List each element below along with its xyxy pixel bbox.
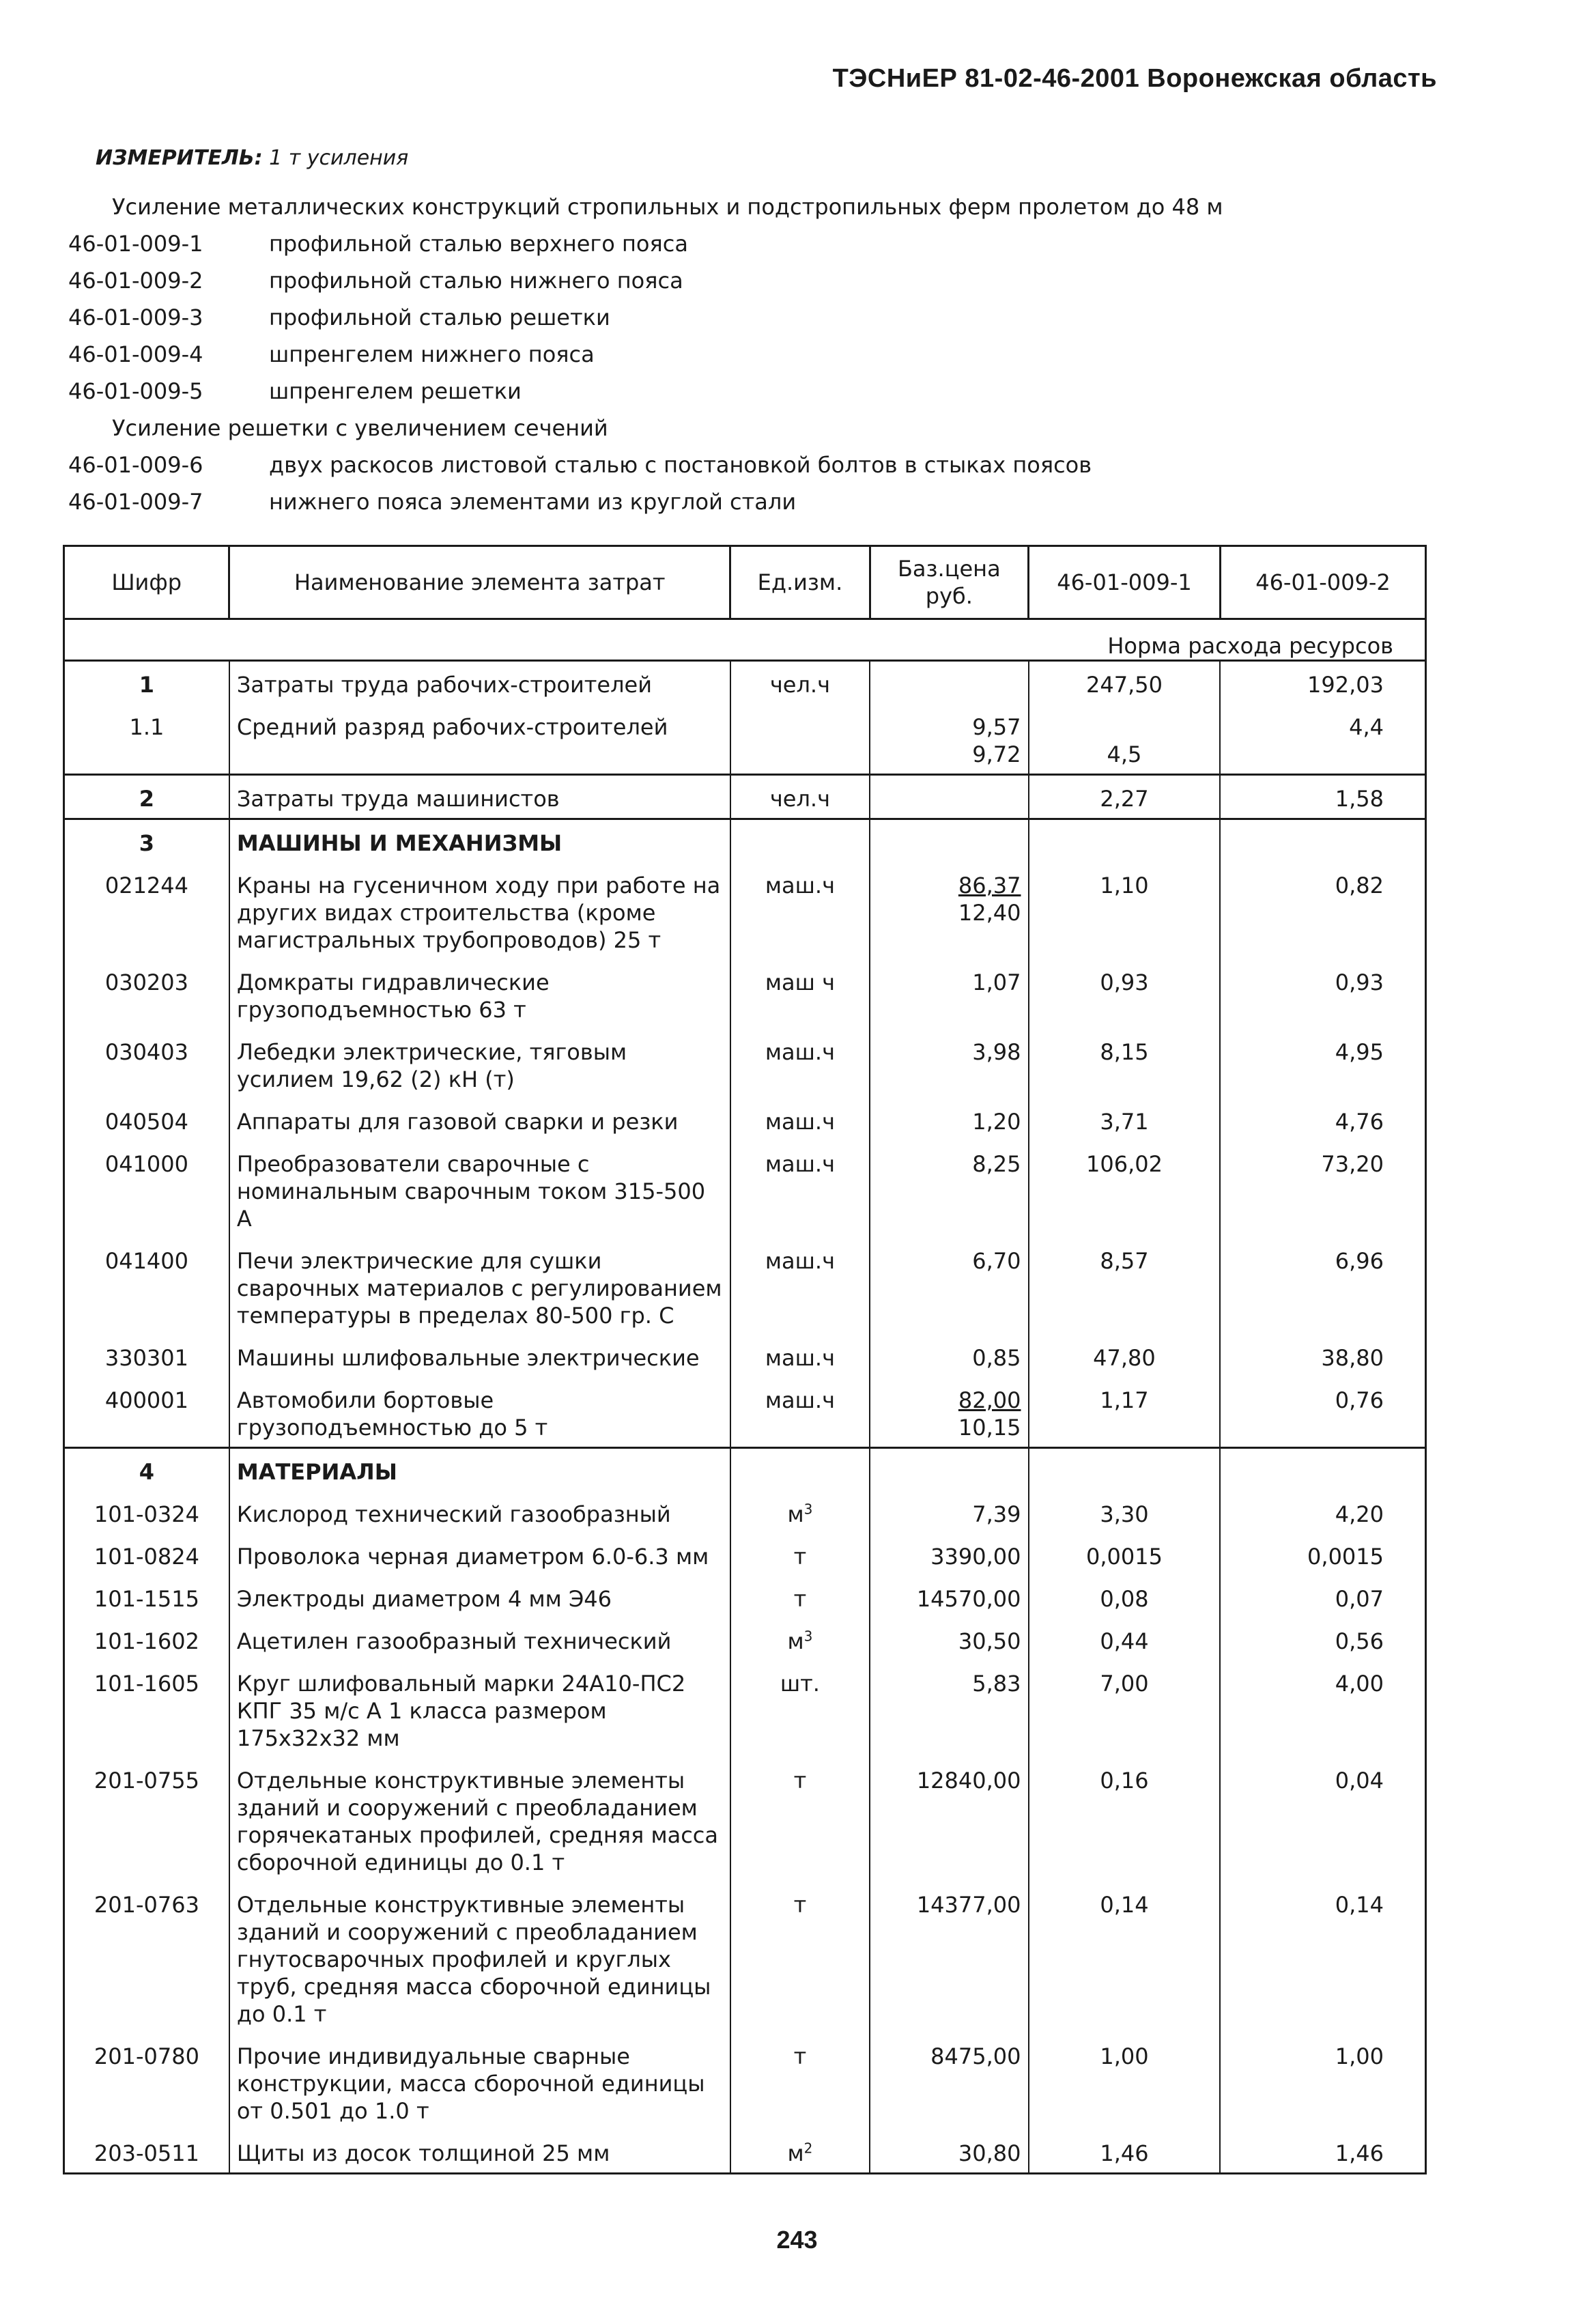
intro-item-text: шпренгелем нижнего пояса xyxy=(269,341,595,367)
header-price-line1: Баз.цена xyxy=(897,556,1001,582)
cell-code xyxy=(64,741,229,775)
cell-value-1: 4,5 xyxy=(1029,741,1221,775)
cell-unit: т xyxy=(730,1757,870,1882)
table-row xyxy=(64,1335,1426,1377)
table-row xyxy=(64,1491,1426,1533)
measure-line xyxy=(96,146,408,170)
header-price xyxy=(870,546,1028,619)
table-row xyxy=(64,1448,1426,1492)
table-row xyxy=(64,704,1426,741)
cell-value-2: 4,76 xyxy=(1220,1099,1425,1141)
cell-name: Отдельные конструктивные элементы зданий и сооружений с преобладанием гнутосварочных профилей и круглых труб, средняя масса сборочной единицы до 0.1 т xyxy=(229,1882,730,2033)
cell-value-1: 3,71 xyxy=(1029,1099,1221,1141)
cell-value-2 xyxy=(1220,819,1425,863)
unit-base: м xyxy=(787,1501,804,1527)
cell-value-2: 1,00 xyxy=(1220,2033,1425,2130)
table-row xyxy=(64,1882,1426,2033)
cell-price: 9,57 xyxy=(870,704,1028,741)
cell-price xyxy=(870,1377,1028,1448)
intro-item-text: профильной сталью верхнего пояса xyxy=(269,231,688,257)
cell-name: Средний разряд рабочих-строителей xyxy=(229,704,730,741)
cell-value-2: 0,0015 xyxy=(1220,1533,1425,1576)
cell-price: 3,98 xyxy=(870,1029,1028,1099)
cell-price xyxy=(870,862,1028,959)
cell-code: 201-0780 xyxy=(64,2033,229,2130)
price-machinist: 12,40 xyxy=(958,900,1021,926)
cell-name: Проволока черная диаметром 6.0-6.3 мм xyxy=(229,1533,730,1576)
cell-unit xyxy=(730,1491,870,1533)
table-row xyxy=(64,1533,1426,1576)
document-title: ТЭСНиЕР 81-02-46-2001 Воронежская область xyxy=(832,64,1437,93)
cell-unit xyxy=(730,1618,870,1660)
table-row xyxy=(64,1618,1426,1660)
cell-price: 3390,00 xyxy=(870,1533,1028,1576)
cell-unit: маш.ч xyxy=(730,1099,870,1141)
cell-value-2 xyxy=(1220,1448,1425,1492)
intro-item-text: шпренгелем решетки xyxy=(269,378,522,404)
cell-unit: шт. xyxy=(730,1660,870,1757)
intro-group-2: Усиление решетки с увеличением сечений xyxy=(112,415,608,441)
cell-price xyxy=(870,1448,1028,1492)
header-col-1: 46-01-009-1 xyxy=(1029,546,1221,619)
cell-unit xyxy=(730,2130,870,2174)
intro-item-text: нижнего пояса элементами из круглой стали xyxy=(269,489,797,515)
cell-code: 030403 xyxy=(64,1029,229,1099)
cell-price: 5,83 xyxy=(870,1660,1028,1757)
cell-value-2: 0,76 xyxy=(1220,1377,1425,1448)
cell-price: 30,80 xyxy=(870,2130,1028,2174)
intro-item-code: 46-01-009-6 xyxy=(68,452,203,478)
cell-code: 2 xyxy=(64,775,229,819)
cell-value-1: 1,00 xyxy=(1029,2033,1221,2130)
cell-unit: маш.ч xyxy=(730,862,870,959)
cell-code: 101-1515 xyxy=(64,1576,229,1618)
cell-unit: маш.ч xyxy=(730,1335,870,1377)
cell-value-2: 4,4 xyxy=(1220,704,1425,741)
header-name: Наименование элемента затрат xyxy=(229,546,730,619)
cell-value-2: 6,96 xyxy=(1220,1238,1425,1335)
cell-value-2: 192,03 xyxy=(1220,661,1425,705)
cell-name: Ацетилен газообразный технический xyxy=(229,1618,730,1660)
cell-code: 101-0824 xyxy=(64,1533,229,1576)
cell-value-1: 1,46 xyxy=(1029,2130,1221,2174)
measure-value: 1 т усиления xyxy=(269,146,409,170)
table-row xyxy=(64,661,1426,705)
cell-value-2: 0,82 xyxy=(1220,862,1425,959)
unit-base: м xyxy=(787,2140,804,2166)
cell-unit: маш.ч xyxy=(730,1029,870,1099)
cell-code: 1.1 xyxy=(64,704,229,741)
cell-value-2: 4,00 xyxy=(1220,1660,1425,1757)
page-number: 243 xyxy=(776,2226,818,2254)
table-row xyxy=(64,775,1426,819)
cell-code: 1 xyxy=(64,661,229,705)
cell-price: 0,85 xyxy=(870,1335,1028,1377)
intro-item xyxy=(68,225,1223,262)
cell-code: 4 xyxy=(64,1448,229,1492)
table-header-row xyxy=(64,546,1426,619)
cell-unit xyxy=(730,819,870,863)
intro-item-code: 46-01-009-5 xyxy=(68,378,203,404)
cell-code: 400001 xyxy=(64,1377,229,1448)
table-row xyxy=(64,862,1426,959)
cell-name: Электроды диаметром 4 мм Э46 xyxy=(229,1576,730,1618)
norm-label: Норма расхода ресурсов xyxy=(64,619,1426,661)
table-row xyxy=(64,1029,1426,1099)
cell-value-1 xyxy=(1029,704,1221,741)
cell-value-1: 0,16 xyxy=(1029,1757,1221,1882)
table-row xyxy=(64,2033,1426,2130)
cell-name: Кислород технический газообразный xyxy=(229,1491,730,1533)
cell-value-1: 0,14 xyxy=(1029,1882,1221,2033)
cell-code: 040504 xyxy=(64,1099,229,1141)
cell-value-1: 0,0015 xyxy=(1029,1533,1221,1576)
cell-value-2 xyxy=(1220,741,1425,775)
cell-value-2: 0,93 xyxy=(1220,959,1425,1029)
cell-code: 203-0511 xyxy=(64,2130,229,2174)
table-row xyxy=(64,741,1426,775)
table-row xyxy=(64,2130,1426,2174)
intro-item xyxy=(68,299,1223,336)
cell-name: МАТЕРИАЛЫ xyxy=(229,1448,730,1492)
cell-value-2: 1,46 xyxy=(1220,2130,1425,2174)
intro-item xyxy=(68,336,1223,373)
cell-value-1: 47,80 xyxy=(1029,1335,1221,1377)
table-row xyxy=(64,1377,1426,1448)
cell-unit xyxy=(730,704,870,741)
intro-item xyxy=(68,373,1223,410)
intro-item xyxy=(68,447,1223,483)
cell-value-2: 4,95 xyxy=(1220,1029,1425,1099)
cell-price: 9,72 xyxy=(870,741,1028,775)
cell-price: 6,70 xyxy=(870,1238,1028,1335)
cell-price: 8475,00 xyxy=(870,2033,1028,2130)
cell-price: 30,50 xyxy=(870,1618,1028,1660)
cell-name: Лебедки электрические, тяговым усилием 19,62 (2) кН (т) xyxy=(229,1029,730,1099)
cell-unit: маш ч xyxy=(730,959,870,1029)
cell-name: МАШИНЫ И МЕХАНИЗМЫ xyxy=(229,819,730,863)
cell-value-1: 8,57 xyxy=(1029,1238,1221,1335)
cell-name: Прочие индивидуальные сварные конструкции, масса сборочной единицы от 0.501 до 1.0 т xyxy=(229,2033,730,2130)
cell-price xyxy=(870,819,1028,863)
cell-code: 101-0324 xyxy=(64,1491,229,1533)
price-machinist: 10,15 xyxy=(958,1415,1021,1441)
intro-item-code: 46-01-009-2 xyxy=(68,268,203,294)
intro-item xyxy=(68,262,1223,299)
resource-table xyxy=(63,545,1427,2174)
cell-code: 101-1605 xyxy=(64,1660,229,1757)
table-row xyxy=(64,959,1426,1029)
intro-item xyxy=(68,483,1223,520)
cell-value-2: 73,20 xyxy=(1220,1141,1425,1238)
cell-code: 041000 xyxy=(64,1141,229,1238)
unit-base: м xyxy=(787,1628,804,1654)
cell-unit: маш.ч xyxy=(730,1141,870,1238)
cell-price: 12840,00 xyxy=(870,1757,1028,1882)
cell-code: 041400 xyxy=(64,1238,229,1335)
measure-label: ИЗМЕРИТЕЛЬ: xyxy=(96,146,263,170)
table-row xyxy=(64,1576,1426,1618)
cell-value-2: 0,07 xyxy=(1220,1576,1425,1618)
intro-list xyxy=(68,188,1223,520)
cell-name: Краны на гусеничном ходу при работе на других видах строительства (кроме магистральных трубопроводов) 25 т xyxy=(229,862,730,959)
cell-name: Аппараты для газовой сварки и резки xyxy=(229,1099,730,1141)
header-price-line2: руб. xyxy=(925,583,973,609)
cell-name: Затраты труда рабочих-строителей xyxy=(229,661,730,705)
cell-price: 14377,00 xyxy=(870,1882,1028,2033)
unit-exponent: 3 xyxy=(803,1501,813,1518)
cell-price: 14570,00 xyxy=(870,1576,1028,1618)
cell-unit: т xyxy=(730,1533,870,1576)
cell-name: Щиты из досок толщиной 25 мм xyxy=(229,2130,730,2174)
cell-unit xyxy=(730,741,870,775)
table-row xyxy=(64,1660,1426,1757)
cell-value-1: 8,15 xyxy=(1029,1029,1221,1099)
cell-name: Печи электрические для сушки сварочных материалов с регулированием температуры в пределах 80-500 гр. С xyxy=(229,1238,730,1335)
table-row xyxy=(64,1099,1426,1141)
cell-name: Затраты труда машинистов xyxy=(229,775,730,819)
cell-name: Автомобили бортовые грузоподъемностью до 5 т xyxy=(229,1377,730,1448)
header-col-2: 46-01-009-2 xyxy=(1220,546,1425,619)
cell-code: 3 xyxy=(64,819,229,863)
cell-value-2: 0,04 xyxy=(1220,1757,1425,1882)
intro-item-text: профильной сталью нижнего пояса xyxy=(269,268,683,294)
header-cipher: Шифр xyxy=(64,546,229,619)
cell-value-1: 0,44 xyxy=(1029,1618,1221,1660)
cell-value-1: 106,02 xyxy=(1029,1141,1221,1238)
cell-value-1: 0,93 xyxy=(1029,959,1221,1029)
cell-code: 101-1602 xyxy=(64,1618,229,1660)
cell-unit xyxy=(730,1448,870,1492)
cell-price: 1,07 xyxy=(870,959,1028,1029)
cell-value-1: 3,30 xyxy=(1029,1491,1221,1533)
intro-item-code: 46-01-009-4 xyxy=(68,341,203,367)
cell-price xyxy=(870,661,1028,705)
intro-item-code: 46-01-009-7 xyxy=(68,489,203,515)
unit-exponent: 3 xyxy=(803,1628,813,1645)
cell-value-2: 38,80 xyxy=(1220,1335,1425,1377)
cell-value-2: 4,20 xyxy=(1220,1491,1425,1533)
cell-price: 7,39 xyxy=(870,1491,1028,1533)
cell-name: Домкраты гидравлические грузоподъемностью 63 т xyxy=(229,959,730,1029)
cell-name: Отдельные конструктивные элементы зданий и сооружений с преобладанием горячекатаных профилей, средняя масса сборочной единицы до 0.1 т xyxy=(229,1757,730,1882)
table-row xyxy=(64,1141,1426,1238)
cell-value-2: 1,58 xyxy=(1220,775,1425,819)
intro-item-text: двух раскосов листовой сталью с постановкой болтов в стыках поясов xyxy=(269,452,1092,478)
table-body xyxy=(64,619,1426,2174)
cell-unit: чел.ч xyxy=(730,661,870,705)
header-unit: Ед.изм. xyxy=(730,546,870,619)
cell-name xyxy=(229,741,730,775)
cell-price xyxy=(870,775,1028,819)
cell-unit: т xyxy=(730,1882,870,2033)
cell-value-1: 0,08 xyxy=(1029,1576,1221,1618)
cell-value-2: 0,14 xyxy=(1220,1882,1425,2033)
table-row xyxy=(64,1757,1426,1882)
intro-item-text: профильной сталью решетки xyxy=(269,304,610,330)
cell-value-1 xyxy=(1029,1448,1221,1492)
intro-item-code: 46-01-009-1 xyxy=(68,231,203,257)
cell-price: 1,20 xyxy=(870,1099,1028,1141)
cell-unit: т xyxy=(730,2033,870,2130)
cell-code: 330301 xyxy=(64,1335,229,1377)
table-row xyxy=(64,819,1426,863)
cell-value-1: 1,10 xyxy=(1029,862,1221,959)
norm-row xyxy=(64,619,1426,661)
cell-value-1 xyxy=(1029,819,1221,863)
cell-code: 201-0763 xyxy=(64,1882,229,2033)
cell-unit: маш.ч xyxy=(730,1377,870,1448)
cell-value-1: 7,00 xyxy=(1029,1660,1221,1757)
cell-name: Машины шлифовальные электрические xyxy=(229,1335,730,1377)
cell-unit: чел.ч xyxy=(730,775,870,819)
cell-code: 030203 xyxy=(64,959,229,1029)
cell-code: 201-0755 xyxy=(64,1757,229,1882)
table-row xyxy=(64,1238,1426,1335)
unit-exponent: 2 xyxy=(803,2140,813,2157)
cell-code: 021244 xyxy=(64,862,229,959)
cell-unit: т xyxy=(730,1576,870,1618)
price-main: 86,37 xyxy=(958,873,1021,898)
price-main: 82,00 xyxy=(958,1387,1021,1413)
intro-item-code: 46-01-009-3 xyxy=(68,304,203,330)
cell-unit: маш.ч xyxy=(730,1238,870,1335)
cell-value-1: 247,50 xyxy=(1029,661,1221,705)
cell-value-2: 0,56 xyxy=(1220,1618,1425,1660)
cell-name: Преобразователи сварочные с номинальным сварочным током 315-500 А xyxy=(229,1141,730,1238)
cell-value-1: 2,27 xyxy=(1029,775,1221,819)
intro-group-1: Усиление металлических конструкций стропильных и подстропильных ферм пролетом до 48 м xyxy=(112,194,1223,220)
cell-price: 8,25 xyxy=(870,1141,1028,1238)
cell-name: Круг шлифовальный марки 24А10-ПС2 КПГ 35 м/с А 1 класса размером 175х32х32 мм xyxy=(229,1660,730,1757)
cell-value-1: 1,17 xyxy=(1029,1377,1221,1448)
